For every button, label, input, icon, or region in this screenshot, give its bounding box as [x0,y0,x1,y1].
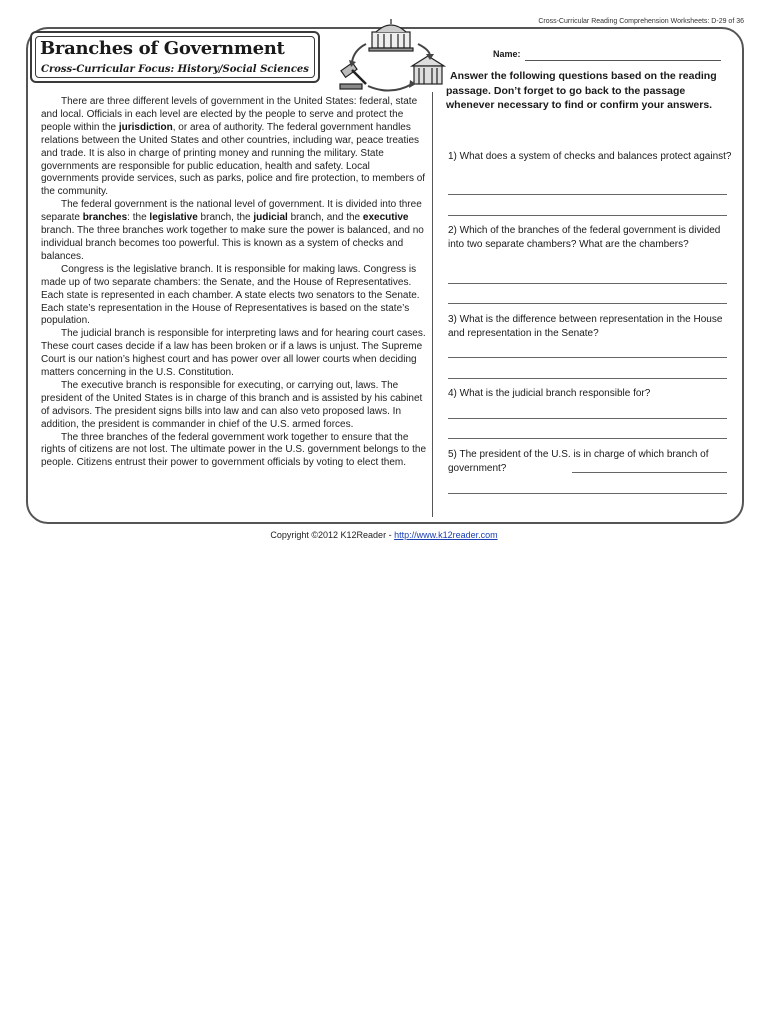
k12reader-link[interactable]: http://www.k12reader.com [394,530,498,540]
answer-line[interactable] [448,357,727,358]
name-label: Name: [493,49,521,59]
vocab-term: jurisdiction [118,121,173,133]
passage-paragraph [41,199,428,264]
vocab-term: judicial [253,212,288,224]
answer-line[interactable] [448,418,727,419]
answer-line[interactable] [448,378,727,379]
question-3: 3) What is the difference between representation in the House and representation in the Senate? [448,314,723,339]
title-box [30,31,320,83]
footer [0,530,768,540]
question-5: 5) The president of the U.S. is in charge of which branch of government? [448,449,709,474]
worksheet-title: Branches of Government [40,38,285,59]
passage-text: , or area of authority. The federal government handles relations between the United States and other countries, including war, peace treaties and trade. It is also in charge of printing money and running the military. State governments are responsible for public education, health and safety. Local governments provide services, such as parks, police and fire protection, to members of the community. [41,121,426,198]
passage-paragraph: The three branches of the federal government work together to ensure that the rights of citizens are not lost. The ultimate power in the U.S. government belongs to the people. Citizens entrust their power to government officials by voting to elect them. [41,431,427,469]
passage-text: : the [127,212,150,224]
series-header: Cross-Curricular Reading Comprehension Worksheets: D-29 of 36 [538,18,744,25]
answer-line[interactable] [448,194,727,195]
passage-paragraph: Congress is the legislative branch. It is responsible for making laws. Congress is made up of two separate chambers: the Senate, and the House of Representatives. Each state is represented in each chamber. A state elects two senators to the Senate. Each state’s representation in the House of Representatives is based on the state’s population. [41,263,420,327]
passage-text: The federal government is the national level of government. It is divided into three separate [41,199,422,224]
instructions: Answer the following questions based on the reading passage. Don’t forget to go back to the passage whenever necessary to find or confirm your answers. [446,70,717,111]
question-1: 1) What does a system of checks and balances protect against? [448,151,732,162]
passage-text: branch, and the [287,212,363,224]
answer-line[interactable] [448,438,727,439]
copyright-text: Copyright ©2012 K12Reader - [270,530,395,540]
passage-text: There are three different levels of government in the United States: federal, state and local. Officials in each level are elected by the people to serve and protect the people within the [41,96,418,133]
answer-line[interactable] [572,472,727,473]
column-divider [432,92,433,517]
passage-text: branch, the [197,212,254,224]
reading-passage [41,96,428,470]
vocab-term: executive [362,212,409,224]
passage-text: branch. The three branches work together to make sure the power is balanced, and no individual branch becomes too powerful. This is known as a system of checks and balances. [41,225,424,262]
passage-paragraph [41,96,428,199]
answer-line[interactable] [448,303,727,304]
answer-line[interactable] [448,215,727,216]
passage-paragraph: The executive branch is responsible for executing, or carrying out, laws. The president of the United States is in charge of this branch and is assisted by his cabinet of advisors. The president signs bills into law and can also veto proposed laws. In addition, the president is commander in chief of the U.S. armed forces. [41,379,423,430]
worksheet-subtitle: Cross-Curricular Focus: History/Social Sciences [41,64,309,75]
question-4: 4) What is the judicial branch responsible for? [448,388,651,399]
branches-illustration-icon [336,18,446,94]
answer-line[interactable] [448,283,727,284]
passage-paragraph: The judicial branch is responsible for interpreting laws and for hearing court cases. These court cases decide if a law has been broken or if a laws is unjust. The Supreme Court is our nation’s highest court and has power over all lower courts when deciding matters concerning in the U.S. Constitution. [41,328,426,379]
vocab-term: legislative [149,212,198,224]
question-2: 2) Which of the branches of the federal government is divided into two separate chambers? What are the chambers? [448,225,721,250]
vocab-term: branches [82,212,128,224]
answer-line[interactable] [448,493,727,494]
name-field[interactable] [525,60,721,61]
